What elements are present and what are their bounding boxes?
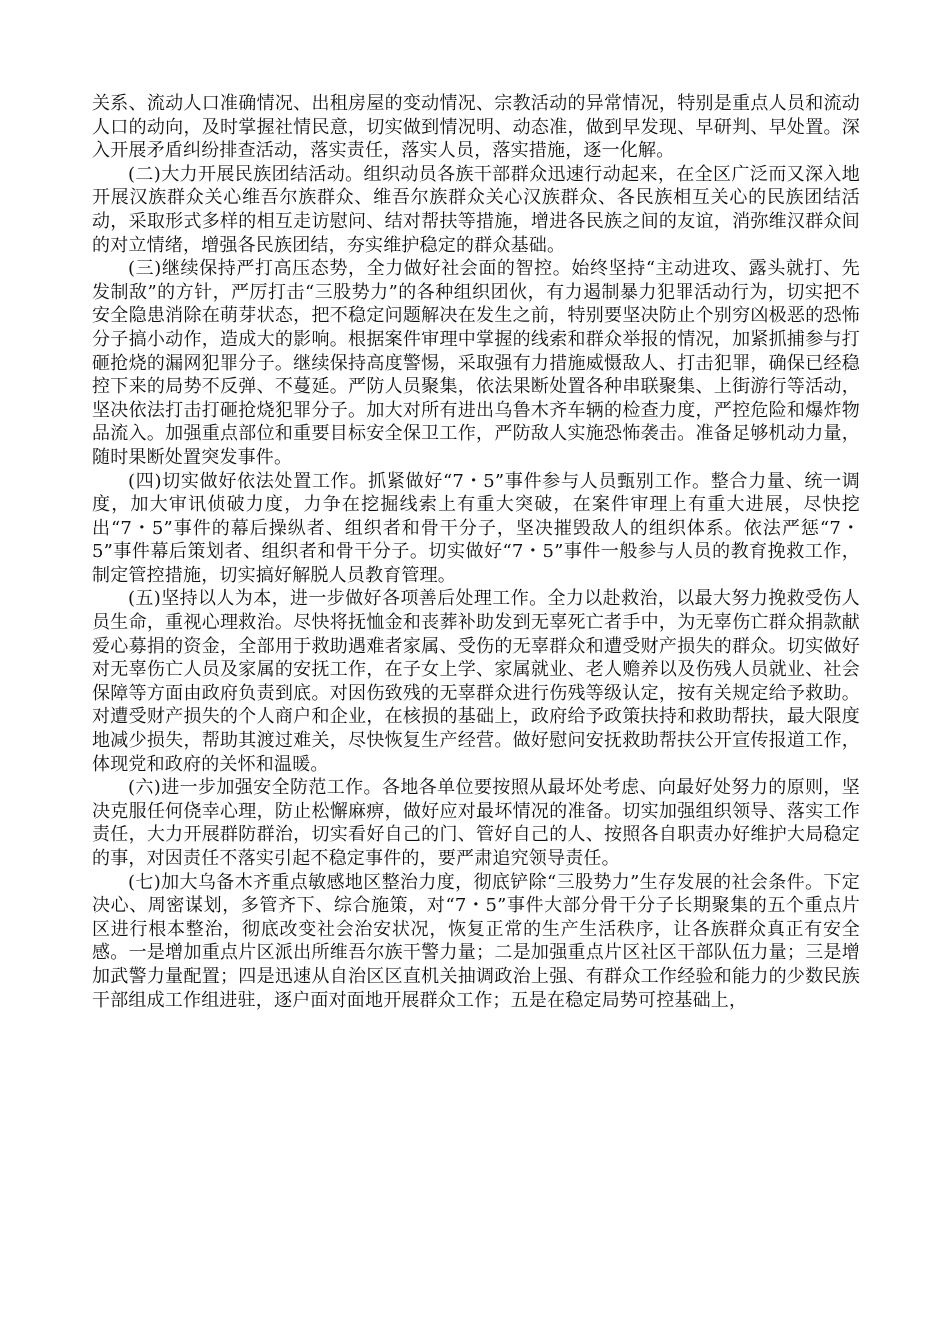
document-body [92, 92, 860, 1012]
paragraph-continuation: 关系、流动人口准确情况、出租房屋的变动情况、宗教活动的异常情况，特别是重点人员和流动人口的动向，及时掌握社情民意，切实做到情况明、动态准，做到早发现、早研判、早处置。深入开展矛盾纠纷排查活动，落实责任，落实人员，落实措施，逐一化解。 [92, 93, 860, 162]
paragraph-aftermath: (五)坚持以人为本，进一步做好各项善后处理工作。全力以赴救治，以最大努力挽救受伤人员生命，重视心理救治。尽快将抚恤金和丧葬补助发到无辜死亡者手中，为无辜伤亡群众捐款献爱心募捐的资金，全部用于救助遇难者家属、受伤的无辜群众和遭受财产损失的群众。切实做好对无辜伤亡人员及家属的安抚工作，在子女上学、家属就业、老人赡养以及伤残人员就业、社会保障等方面由政府负责到底。对因伤致残的无辜群众进行伤残等级认定，按有关规定给予救助。对遭受财产损失的个人商户和企业，在核损的基础上，政府给予政策扶持和救助帮扶，最大限度地减少损失，帮助其渡过难关，尽快恢复生产经营。做好慰问安抚救助帮扶公开宣传报道工作，体现党和政府的关怀和温暖。 [92, 588, 860, 775]
paragraph-key-areas: (七)加大乌备木齐重点敏感地区整治力度，彻底铲除“三股势力”生存发展的社会条件。下定决心、周密谋划，多管齐下、综合施策，对“7・5”事件大部分骨干分子长期聚集的五个重点片区进行根本整治，彻底改变社会治安状况，恢复正常的生产生活秩序，让各族群众真正有安全感。一是增加重点片区派出所维吾尔族干警力量；二是加强重点片区社区干部队伍力量；三是增加武警力量配置；四是迅速从自治区区直机关抽调政治上强、有群众工作经验和能力的少数民族干部组成工作组进驻，逐户面对面地开展群众工作；五是在稳定局势可控基础上， [92, 871, 860, 1011]
paragraph-ethnic-unity: (二)大力开展民族团结活动。组织动员各族干部群众迅速行动起来，在全区广泛而又深入地开展汉族群众关心维吾尔族群众、维吾尔族群众关心汉族群众、各民族相互关心的民族团结活动，采取形式多样的相互走访慰问、结对帮扶等措施，增进各民族之间的友谊，消弥维汉群众间的对立情绪，增强各民族团结，夯实维护稳定的群众基础。 [92, 163, 860, 256]
paragraph-legal-handling: (四)切实做好依法处置工作。抓紧做好“7・5”事件参与人员甄别工作。整合力量、统一调度，加大审讯侦破力度，力争在挖掘线索上有重大突破，在案件审理上有重大进展，尽快挖出“7・5”事件的幕后操纵者、组织者和骨干分子，坚决摧毁敌人的组织体系。依法严惩“7・5”事件幕后策划者、组织者和骨干分子。切实做好“7・5”事件一般参与人员的教育挽救工作，制定管控措施，切实搞好解脱人员教育管理。 [92, 470, 860, 586]
paragraph-strike-hard: (三)继续保持严打高压态势，全力做好社会面的智控。始终坚持“主动进攻、露头就打、先发制敌”的方针，严厉打击“三股势力”的各种组织团伙，有力遏制暴力犯罪活动行为，切实把不安全隐患消除在萌芽状态，把不稳定问题解决在发生之前，特别要坚决防止个别穷凶极恶的恐怖分子搞小动作，造成大的影响。根据案件审理中掌握的线索和群众举报的情况，加紧抓捕参与打砸抢烧的漏网犯罪分子。继续保持高度警惕，采取强有力措施威慑敌人、打击犯罪，确保已经稳控下来的局势不反弹、不蔓延。严防人员聚集，依法果断处置各种串联聚集、上街游行等活动，坚决依法打击打砸抢烧犯罪分子。加大对所有进出乌鲁木齐车辆的检查力度，严控危险和爆炸物品流入。加强重点部位和重要目标安全保卫工作，严防敌人实施恐怖袭击。准备足够机动力量，随时果断处置突发事件。 [92, 258, 860, 468]
paragraph-safety-precautions: (六)进一步加强安全防范工作。各地各单位要按照从最坏处考虑、向最好处努力的原则，坚决克服任何侥幸心理，防止松懈麻痹，做好应对最坏情况的准备。切实加强组织领导、落实工作责任，大力开展群防群治，切实看好自己的门、管好自己的人、按照各自职责办好维护大局稳定的事，对因责任不落实引起不稳定事件的，要严肃追究领导责任。 [92, 777, 860, 869]
